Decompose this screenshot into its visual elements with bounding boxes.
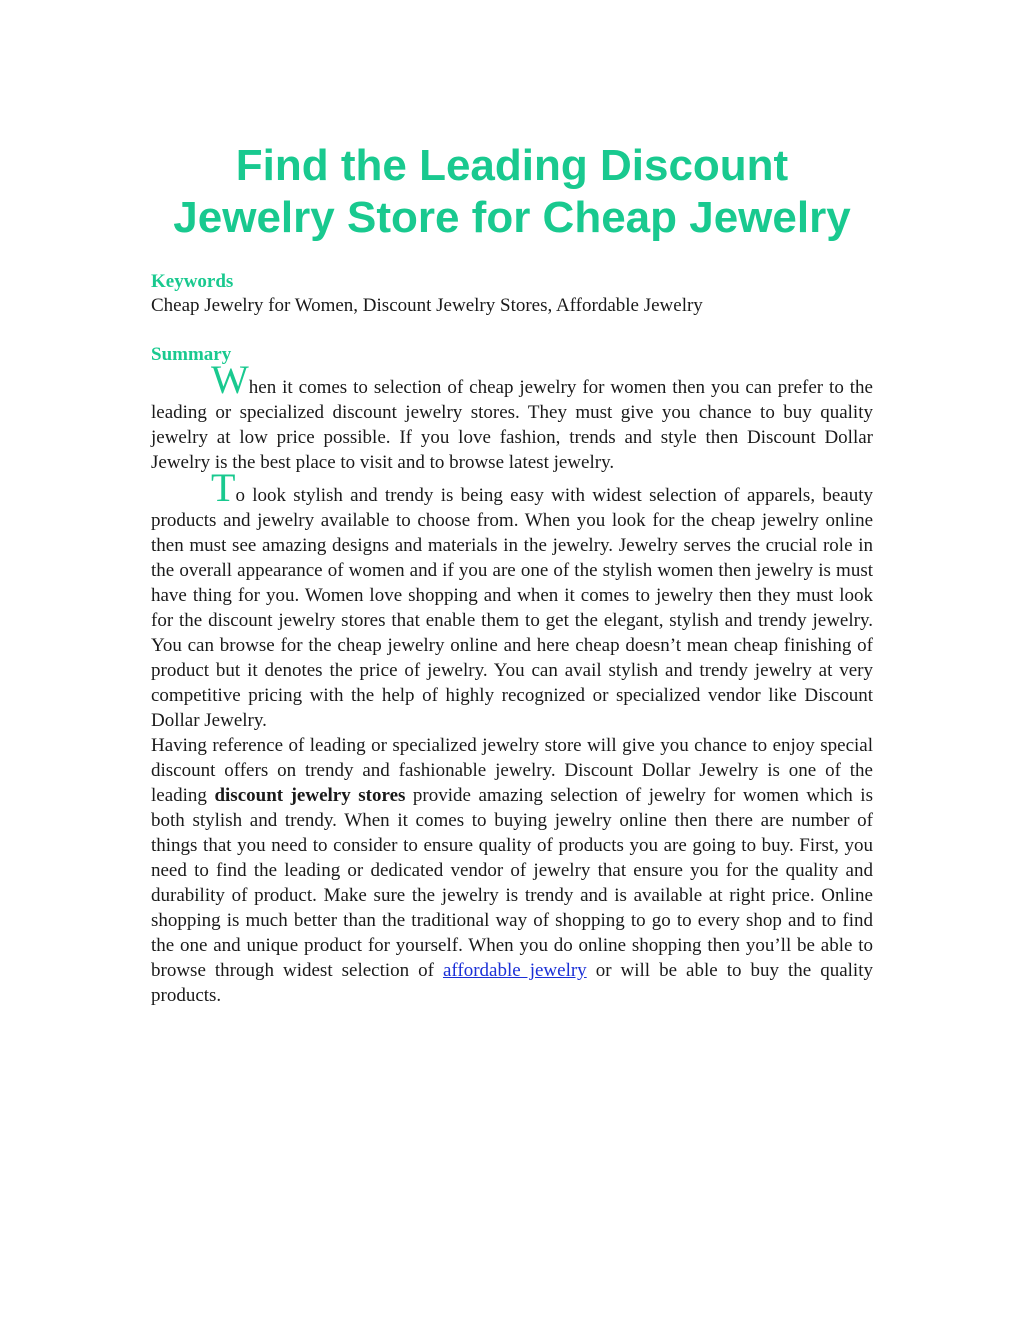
keywords-heading: Keywords	[151, 271, 234, 292]
summary-heading: Summary	[151, 344, 232, 365]
page-title	[151, 140, 873, 244]
title-line-2: Jewelry Store for Cheap Jewelry	[173, 193, 851, 242]
title-line-1: Find the Leading Discount	[235, 141, 789, 190]
affordable-jewelry-link[interactable]: affordable jewelry	[442, 960, 587, 981]
keywords-text: Cheap Jewelry for Women, Discount Jewelry Stores, Affordable Jewelry	[151, 295, 703, 316]
document-page	[151, 140, 873, 1008]
dropcap-t: T	[211, 465, 236, 510]
dropcap-w: W	[211, 357, 249, 402]
paragraph-2-text: o look stylish and trendy is being easy with widest selection of apparels, beauty products and jewelry available to choose from. When you look for the cheap jewelry online then must see amazing designs and materials in the jewelry. Jewelry serves the crucial role in the overall appearance of women and if you are one of the stylish women then jewelry is must have thing for you. Women love shopping and when it comes to jewelry then they must look for the discount jewelry stores that enable them to get the elegant, stylish and trendy jewelry. You can browse for the cheap jewelry online and here cheap doesn’t mean cheap finishing of product but it denotes the price of jewelry. You can avail stylish and trendy jewelry at very competitive pricing with the help of highly recognized or specialized vendor like Discount Dollar Jewelry.	[151, 485, 873, 731]
bold-discount-jewelry-stores: discount jewelry stores	[214, 785, 406, 806]
paragraph-2	[151, 465, 873, 733]
paragraph-1-text: hen it comes to selection of cheap jewelry for women then you can prefer to the leading or specialized discount jewelry stores. They must give you chance to buy quality jewelry at low price possible. If you love fashion, trends and style then Discount Dollar Jewelry is the best place to visit and to browse latest jewelry.	[151, 377, 873, 473]
paragraph-3-text-a: Having reference of leading or specialized jewelry store will give you chance to enjoy special discount offers on trendy and fashionable jewelry. Discount Dollar Jewelry is one of the leading	[151, 735, 873, 806]
paragraph-3-text-b: provide amazing selection of jewelry for women which is both stylish and trendy. When it comes to buying jewelry online then there are number of things that you need to consider to ensure quality of products you are going to buy. First, you need to find the leading or dedicated vendor of jewelry that ensure you for the quality and durability of product. Make sure the jewelry is trendy and is available at right price. Online shopping is much better than the traditional way of shopping to go to every shop and to find the one and unique product for yourself. When you do online shopping then you’ll be able to browse through widest selection of	[151, 785, 873, 981]
paragraph-1	[151, 357, 873, 475]
paragraph-3-text-end: or will be able to buy the quality products.	[151, 960, 873, 1006]
paragraph-3	[151, 733, 873, 1008]
